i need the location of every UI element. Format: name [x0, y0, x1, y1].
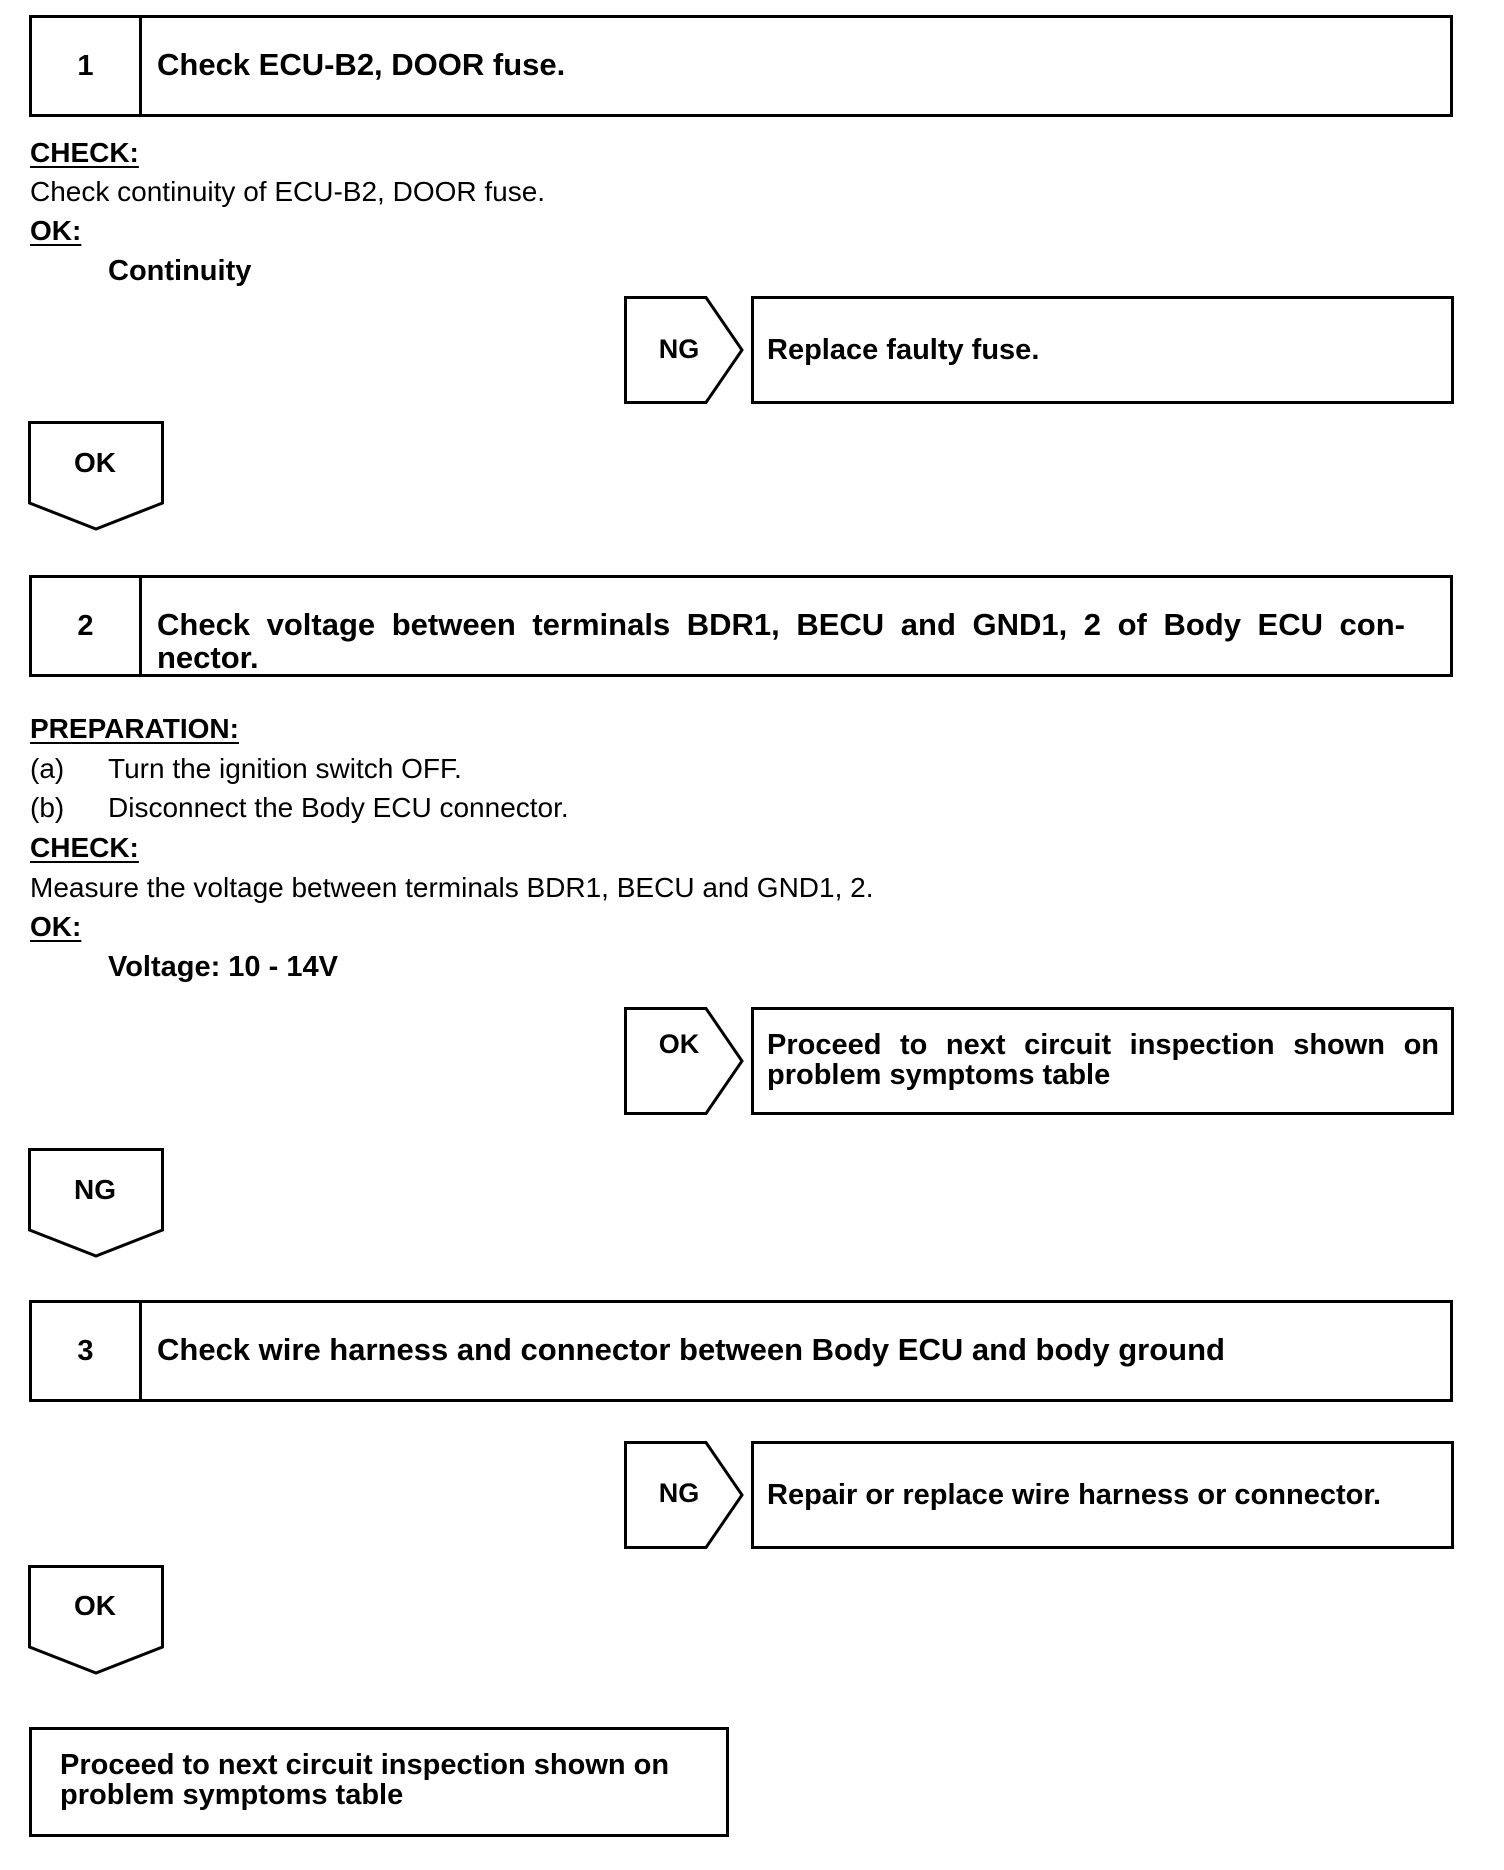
item-label: (a): [30, 753, 65, 784]
step-title: Check voltage between terminals BDR1, BECU and GND1, 2 of Body ECU con-nector.: [157, 607, 1405, 675]
final-result-text: Proceed to next circuit inspection shown on problem symptoms table: [60, 1749, 670, 1811]
item-text: Disconnect the Body ECU connector.: [108, 792, 569, 823]
result-box: [751, 1441, 1454, 1549]
result-box: [751, 296, 1454, 404]
branch-label: NG: [658, 1478, 700, 1508]
step-3-box: [29, 1300, 1453, 1402]
down-label: OK: [74, 447, 116, 478]
result-box: [751, 1007, 1454, 1115]
step-2-box: [29, 575, 1453, 677]
check-heading: CHECK:: [30, 832, 139, 863]
step-title: Check ECU-B2, DOOR fuse.: [157, 47, 566, 82]
down-label: OK: [74, 1590, 116, 1621]
step-number: 1: [32, 18, 142, 114]
preparation-item: [30, 792, 569, 824]
final-result-box: [29, 1727, 729, 1837]
check-heading: CHECK:: [30, 137, 139, 168]
step-number: 2: [32, 578, 142, 674]
result-text: Replace faulty fuse.: [767, 334, 1040, 366]
down-label: NG: [74, 1174, 116, 1205]
ok-spec: Voltage: 10 - 14V: [108, 951, 338, 983]
step-number: 3: [32, 1303, 142, 1399]
item-label: (b): [30, 792, 65, 823]
preparation-item: [30, 753, 462, 785]
result-text: Repair or replace wire harness or connector.: [767, 1479, 1382, 1511]
ok-spec: Continuity: [108, 255, 252, 287]
check-text: Measure the voltage between terminals BDR1, BECU and GND1, 2.: [30, 872, 874, 903]
ok-heading: OK:: [30, 911, 82, 942]
result-text: Proceed to next circuit inspection shown on problem symptoms table: [767, 1029, 1439, 1091]
step-title: Check wire harness and connector between Body ECU and body ground: [157, 1332, 1225, 1367]
item-text: Turn the ignition switch OFF.: [108, 753, 462, 784]
branch-label: OK: [658, 1029, 700, 1059]
branch-arrow-icon: [624, 1007, 750, 1115]
preparation-heading: PREPARATION:: [30, 713, 239, 744]
step-1-box: [29, 15, 1453, 117]
ok-heading: OK:: [30, 215, 82, 246]
check-text: Check continuity of ECU-B2, DOOR fuse.: [30, 176, 546, 207]
branch-label: NG: [658, 334, 700, 364]
